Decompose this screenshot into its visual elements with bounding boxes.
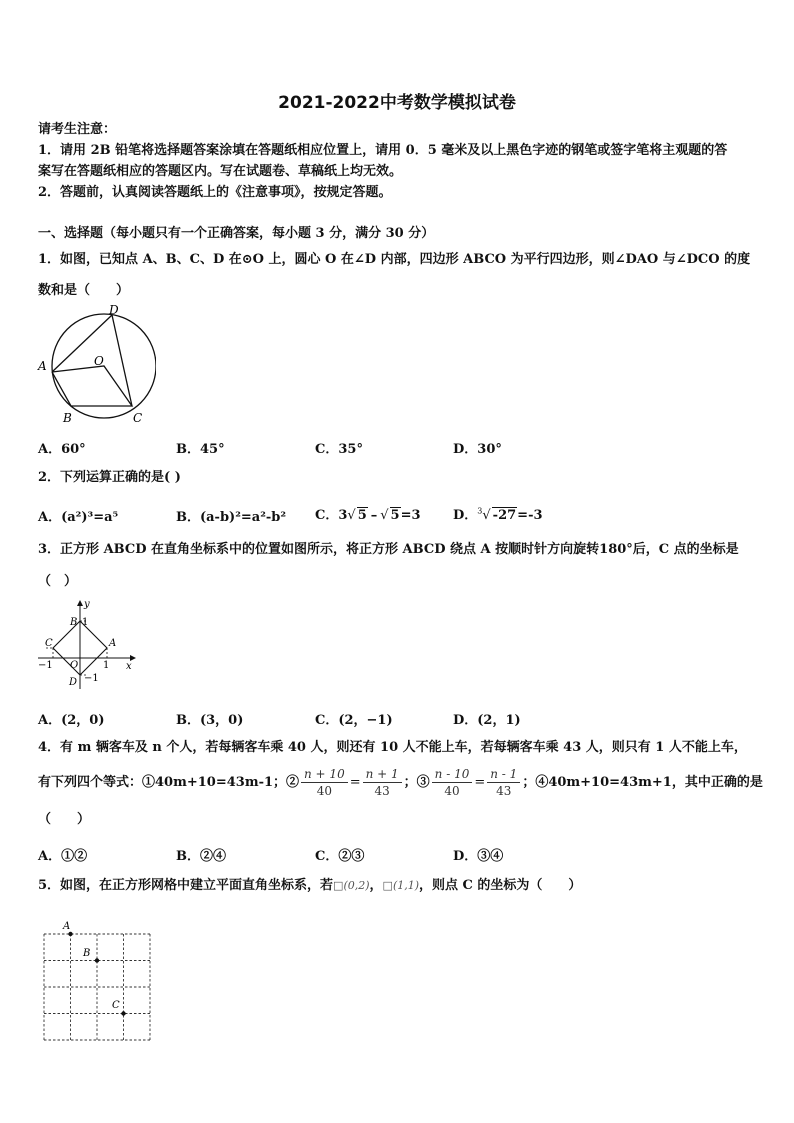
q5-point-a: □(0,2) [333, 879, 370, 892]
q4-f3-den: 40 [444, 784, 460, 798]
label-one-right: 1 [103, 660, 110, 671]
label-b: B [70, 617, 78, 628]
q2-d-suffix: =-3 [517, 508, 543, 523]
q1-circle-figure [36, 302, 156, 430]
q5-point-b: □(1,1) [382, 879, 420, 892]
q1-stem-a: 1．如图，已知点 A、B、C、D 在⊙O 上，圆心 O 在∠D 内部，四边形 ABCO 为平行四边形，则∠DAO 与∠DCO 的度 [38, 252, 751, 267]
q1-option-c[interactable]: C．35° [315, 442, 363, 457]
q2-c-suffix: =3 [400, 508, 421, 523]
label-d: D [109, 303, 119, 317]
notice-heading: 请考生注意： [38, 122, 117, 137]
q4-f3-num: n - 10 [432, 766, 473, 783]
q1-option-b[interactable]: B．45° [176, 442, 225, 457]
q4-fraction-3 [432, 766, 473, 799]
q3-option-b[interactable]: B．(3，0) [176, 713, 244, 728]
q4-eq-1: = [349, 775, 361, 790]
label-a: A [63, 921, 71, 932]
q3-stem-b: （ ） [38, 574, 78, 589]
q4-stem-b-post: ；④40m+10=43m+1，其中正确的是 [522, 775, 763, 790]
q4-sep: ；③ [403, 775, 430, 790]
q3-option-a[interactable]: A．(2，0) [38, 713, 105, 728]
label-a: A [38, 359, 47, 373]
q2-stem: 2．下列运算正确的是( ) [38, 470, 181, 485]
q4-f4-num: n - 1 [487, 766, 520, 783]
q2-d-prefix: D． [453, 508, 478, 523]
q5-stem-post: ，则点 C 的坐标为（ ） [419, 878, 582, 893]
label-y: y [84, 599, 90, 610]
notice-line-2: 2．答题前，认真阅读答题纸上的《注意事项》，按规定答题。 [38, 185, 392, 200]
q4-f1-den: 40 [316, 784, 332, 798]
label-one-top: 1 [82, 617, 89, 628]
q2-c-prefix: C．3 [315, 508, 348, 523]
q5-stem-pre: 5．如图，在正方形网格中建立平面直角坐标系，若 [38, 878, 334, 893]
q4-eq-2: = [474, 775, 486, 790]
q5-stem [38, 878, 581, 894]
notice-line-1b: 案写在答题纸相应的答题区内。写在试题卷、草稿纸上均无效。 [38, 164, 403, 179]
q2-option-a[interactable]: A．(a²)³=a⁵ [38, 510, 119, 525]
q4-f4-den: 43 [496, 784, 512, 798]
q4-f2-den: 43 [374, 784, 390, 798]
page-title: 2021-2022中考数学模拟试卷 [278, 93, 516, 113]
q2-option-b[interactable]: B．(a-b)²=a²-b² [176, 510, 287, 525]
notice-line-1a: 1．请用 2B 铅笔将选择题答案涂填在答题纸相应位置上，请用 0．5 毫米及以上黑色字迹的钢笔或签字笔将主观题的答 [38, 143, 728, 158]
q4-stem-c: （ ） [38, 812, 91, 827]
point-b [95, 958, 99, 962]
q4-option-c[interactable]: C．②③ [315, 849, 365, 864]
label-neg1-left: −1 [38, 660, 53, 671]
q2-option-c[interactable]: C．3√ 5 – √ 5=3 [315, 508, 421, 523]
q3-option-d[interactable]: D．(2，1) [453, 713, 521, 728]
label-d: D [69, 677, 78, 688]
label-c: C [112, 1000, 120, 1011]
label-o: O [94, 354, 104, 368]
q4-f2-num: n + 1 [363, 766, 402, 783]
q4-option-d[interactable]: D．③④ [453, 849, 504, 864]
q4-fraction-1 [301, 766, 348, 799]
q2-c-radicand-1: 5 [357, 508, 367, 523]
label-x: x [126, 661, 132, 672]
label-a: A [109, 638, 117, 649]
label-c: C [45, 638, 53, 649]
point-c [121, 1011, 125, 1015]
q4-stem-b [38, 764, 763, 804]
q5-grid-figure [38, 918, 156, 1044]
q1-option-d[interactable]: D．30° [453, 442, 502, 457]
q1-stem-b: 数和是（ ） [38, 283, 130, 298]
q2-option-d[interactable]: D．$^3$√ -27=-3 [453, 506, 543, 523]
label-o: O [70, 660, 79, 671]
label-b: B [83, 948, 91, 959]
q4-f1-num: n + 10 [301, 766, 348, 783]
q4-option-a[interactable]: A．①② [38, 849, 88, 864]
q2-c-minus: – [370, 508, 378, 523]
q4-fraction-2 [363, 766, 402, 799]
q2-d-index: 3 [477, 506, 483, 516]
q3-option-c[interactable]: C．(2，−1) [315, 713, 393, 728]
label-neg1-bottom: −1 [84, 673, 99, 684]
q4-stem-a: 4．有 m 辆客车及 n 个人，若每辆客车乘 40 人，则还有 10 人不能上车，若每辆客车乘 43 人，则只有 1 人不能上车， [38, 740, 747, 755]
q2-c-radicand-2: 5 [390, 508, 400, 523]
label-b: B [63, 411, 72, 425]
q4-stem-b-pre: 有下列四个等式：①40m+10=43m-1；② [38, 775, 300, 790]
q5-comma: ， [369, 878, 383, 893]
grid-lines [44, 934, 150, 1040]
q3-coordinate-figure [34, 597, 144, 693]
label-c: C [133, 411, 143, 425]
q4-option-b[interactable]: B．②④ [176, 849, 226, 864]
q2-d-radicand: -27 [492, 508, 517, 523]
q3-stem-a: 3．正方形 ABCD 在直角坐标系中的位置如图所示，将正方形 ABCD 绕点 A 按顺时针方向旋转180°后，C 点的坐标是 [38, 542, 739, 557]
q4-fraction-4 [487, 766, 520, 799]
y-axis-arrow [77, 600, 83, 606]
point-a [68, 932, 72, 936]
section-heading: 一、选择题（每小题只有一个正确答案，每小题 3 分，满分 30 分） [38, 226, 435, 241]
q1-option-a[interactable]: A．60° [38, 442, 86, 457]
